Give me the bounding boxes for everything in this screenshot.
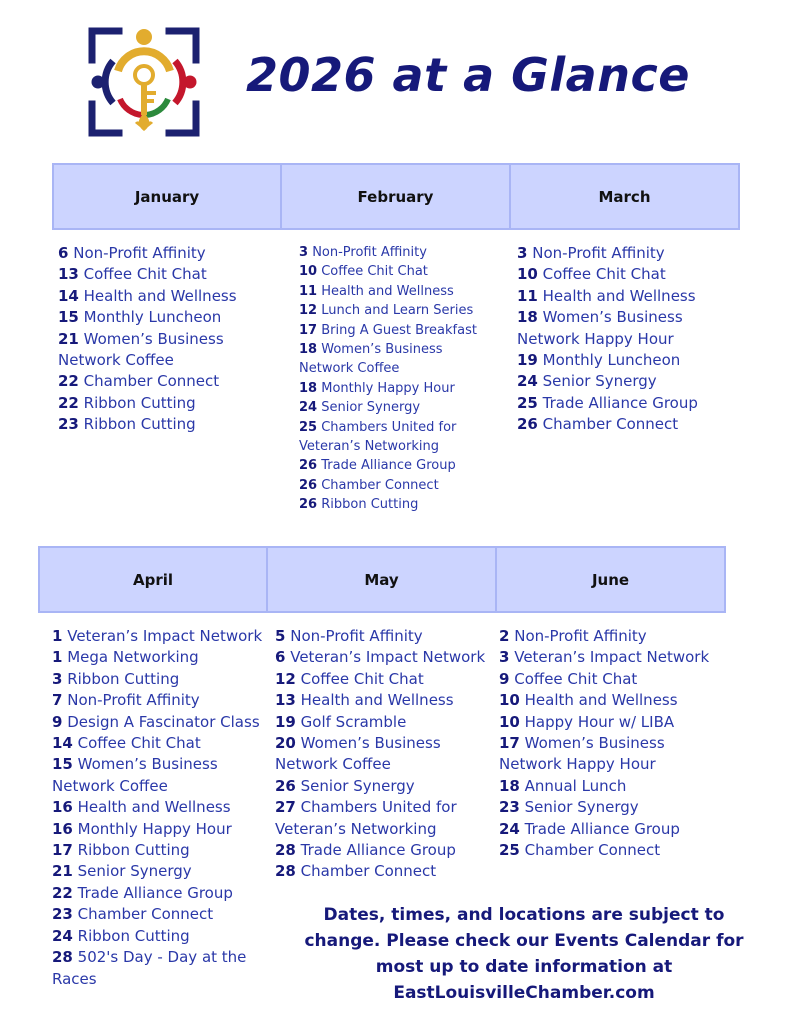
notice-website: EastLouisvilleChamber.com [393, 983, 655, 1003]
month-header-april: April [38, 546, 268, 613]
event-title-continued: Veteran’s Networking [275, 819, 437, 838]
event-item [299, 282, 477, 301]
event-day: 24 [299, 400, 318, 416]
disclaimer-notice [300, 902, 748, 1006]
event-item [299, 262, 477, 281]
event-title: Coffee Chit Chat [514, 669, 638, 688]
event-item [58, 393, 237, 414]
event-title: Golf Scramble [300, 712, 407, 731]
event-title-continued: Network Happy Hour [499, 755, 656, 774]
event-day: 11 [517, 286, 538, 305]
event-item [52, 819, 262, 840]
event-item [52, 754, 262, 775]
event-day: 6 [58, 244, 69, 262]
event-day: 12 [275, 669, 296, 688]
event-title: Chambers United for [300, 798, 457, 817]
event-title-continued: Network Coffee [275, 755, 391, 774]
event-day: 14 [58, 286, 79, 305]
event-day: 10 [299, 264, 318, 280]
event-day: 23 [499, 798, 520, 817]
event-title: Ribbon Cutting [77, 926, 190, 945]
event-title: Coffee Chit Chat [321, 264, 428, 280]
event-item [275, 797, 485, 818]
event-item [517, 414, 698, 435]
event-item [58, 243, 237, 264]
event-title: Women’s Business [524, 734, 665, 753]
event-title: Senior Synergy [542, 372, 657, 391]
event-title-continued: Network Coffee [299, 361, 400, 377]
event-title: Women’s Business [83, 329, 224, 348]
month-events-march [517, 243, 698, 436]
event-item [499, 840, 709, 861]
event-title: Trade Alliance Group [542, 393, 698, 412]
event-title: Chamber Connect [83, 372, 220, 391]
event-item [52, 626, 262, 647]
event-item [52, 926, 262, 947]
month-events-february [299, 243, 477, 515]
event-day: 7 [52, 691, 63, 710]
event-item [275, 626, 485, 647]
event-title: Ribbon Cutting [67, 669, 180, 688]
event-title: Health and Wellness [524, 691, 678, 710]
event-title: Health and Wellness [321, 283, 454, 299]
event-day: 10 [499, 691, 520, 710]
event-title: Chamber Connect [321, 477, 439, 493]
event-title: Ribbon Cutting [77, 841, 190, 860]
event-day: 24 [52, 926, 73, 945]
event-item [517, 393, 698, 414]
event-title: Health and Wellness [300, 691, 454, 710]
event-day: 6 [275, 648, 286, 667]
event-day: 15 [58, 308, 79, 327]
event-title: Veteran’s Impact Network [290, 648, 486, 667]
event-day: 17 [299, 322, 318, 338]
event-title: Chambers United for [321, 419, 457, 435]
event-day: 28 [52, 948, 73, 967]
event-title: Annual Lunch [524, 776, 627, 795]
event-day: 10 [517, 265, 538, 284]
event-item [275, 840, 485, 861]
event-item [52, 840, 262, 861]
month-header-june: June [497, 546, 726, 613]
event-title: Health and Wellness [77, 798, 231, 817]
event-day: 3 [499, 648, 510, 667]
event-title: Chamber Connect [77, 905, 214, 924]
event-title: Non-Profit Affinity [67, 691, 200, 710]
month-events-june [499, 626, 709, 861]
event-item [52, 712, 262, 733]
event-title: Veteran’s Impact Network [514, 648, 710, 667]
quarter2-header-row [38, 546, 726, 613]
month-header-february: February [282, 163, 511, 230]
event-day: 15 [52, 755, 73, 774]
event-day: 16 [52, 819, 73, 838]
event-title-continued: Network Coffee [58, 351, 174, 370]
event-day: 19 [517, 351, 538, 370]
event-item [299, 243, 477, 262]
event-day: 18 [299, 342, 318, 358]
event-title: Mega Networking [67, 648, 199, 667]
event-day: 27 [275, 798, 296, 817]
event-day: 22 [52, 883, 73, 902]
event-item [299, 418, 477, 437]
event-title: Design A Fascinator Class [67, 712, 260, 731]
event-item [275, 669, 485, 690]
event-title: Women’s Business [542, 308, 683, 327]
month-events-january [58, 243, 237, 436]
event-title: Coffee Chit Chat [300, 669, 424, 688]
notice-line: most up to date information at [375, 957, 673, 977]
event-day: 26 [275, 776, 296, 795]
month-header-may: May [268, 546, 497, 613]
event-day: 26 [299, 477, 318, 493]
event-title: Non-Profit Affinity [312, 245, 427, 260]
quarter1-header-row [52, 163, 740, 230]
event-title: Women’s Business [300, 734, 441, 753]
event-title: Trade Alliance Group [77, 883, 233, 902]
event-title: Happy Hour w/ LIBA [524, 712, 675, 731]
event-day: 18 [299, 380, 318, 396]
event-item [58, 329, 237, 350]
event-item [58, 414, 237, 435]
event-item [299, 398, 477, 417]
event-day: 25 [499, 841, 520, 860]
event-day: 19 [275, 712, 296, 731]
event-day: 20 [275, 734, 296, 753]
event-day: 26 [299, 458, 318, 474]
event-day: 9 [52, 712, 63, 731]
event-title: Senior Synergy [321, 400, 421, 416]
event-item [499, 733, 709, 754]
event-item [517, 350, 698, 371]
event-item [299, 321, 477, 340]
event-title: Bring A Guest Breakfast [321, 322, 477, 338]
event-day: 18 [517, 308, 538, 327]
event-item [58, 264, 237, 285]
event-title: Women’s Business [321, 342, 443, 358]
event-title: Coffee Chit Chat [542, 265, 666, 284]
event-day: 25 [517, 393, 538, 412]
event-title: Health and Wellness [542, 286, 696, 305]
event-title: Coffee Chit Chat [77, 734, 201, 753]
event-item [52, 883, 262, 904]
event-item [58, 371, 237, 392]
event-item [275, 712, 485, 733]
event-item [499, 669, 709, 690]
event-day: 26 [517, 415, 538, 434]
event-item [517, 307, 698, 328]
event-title-continued: Veteran’s Networking [299, 439, 439, 455]
event-item [517, 286, 698, 307]
chamber-key-logo [88, 27, 200, 137]
event-item [275, 861, 485, 882]
event-item [517, 371, 698, 392]
event-item [275, 776, 485, 797]
event-item [52, 904, 262, 925]
event-title: Coffee Chit Chat [83, 265, 207, 284]
event-day: 17 [499, 734, 520, 753]
event-day: 11 [299, 283, 318, 299]
event-item [52, 669, 262, 690]
event-title: Monthly Happy Hour [77, 819, 232, 838]
event-title: Ribbon Cutting [83, 415, 196, 434]
event-item [275, 647, 485, 668]
event-item [299, 495, 477, 514]
event-day: 3 [517, 244, 528, 262]
event-item [299, 456, 477, 475]
event-day: 25 [299, 419, 318, 435]
event-day: 13 [275, 691, 296, 710]
event-item [517, 243, 698, 264]
event-day: 1 [52, 627, 63, 645]
month-header-january: January [52, 163, 282, 230]
event-title: Ribbon Cutting [83, 393, 196, 412]
event-item [275, 733, 485, 754]
event-title-continued: Network Happy Hour [517, 329, 674, 348]
event-day: 26 [299, 497, 318, 513]
event-title: Non-Profit Affinity [73, 244, 206, 262]
event-day: 21 [52, 862, 73, 881]
event-day: 24 [517, 372, 538, 391]
event-item [517, 264, 698, 285]
event-day: 18 [499, 776, 520, 795]
event-title: Monthly Luncheon [542, 351, 681, 370]
event-title: Ribbon Cutting [321, 497, 419, 513]
event-day: 28 [275, 841, 296, 860]
notice-line: Dates, times, and locations are subject to [323, 905, 725, 925]
event-item [499, 647, 709, 668]
event-day: 24 [499, 819, 520, 838]
event-day: 10 [499, 712, 520, 731]
event-title: Veteran’s Impact Network [67, 627, 263, 645]
event-title: Non-Profit Affinity [514, 627, 647, 645]
event-item [52, 861, 262, 882]
event-item [499, 690, 709, 711]
event-title: Trade Alliance Group [321, 458, 456, 474]
event-day: 28 [275, 862, 296, 881]
event-title: Senior Synergy [77, 862, 192, 881]
page-title: 2026 at a Glance [246, 48, 690, 102]
event-item [499, 797, 709, 818]
event-day: 12 [299, 303, 318, 319]
event-item [52, 797, 262, 818]
event-title: Chamber Connect [300, 862, 437, 881]
event-title: 502's Day - Day at the [77, 948, 247, 967]
event-title: Chamber Connect [542, 415, 679, 434]
event-day: 22 [58, 393, 79, 412]
event-title: Women’s Business [77, 755, 218, 774]
event-day: 3 [299, 245, 309, 260]
event-item [58, 307, 237, 328]
event-day: 3 [52, 669, 63, 688]
event-day: 2 [499, 627, 510, 645]
event-item [299, 379, 477, 398]
notice-line: change. Please check our Events Calendar for [304, 931, 744, 951]
event-item [299, 340, 477, 359]
event-item [499, 712, 709, 733]
event-item [58, 286, 237, 307]
event-day: 13 [58, 265, 79, 284]
event-title: Senior Synergy [524, 798, 639, 817]
month-events-april [52, 626, 262, 990]
event-day: 9 [499, 669, 510, 688]
event-item [499, 626, 709, 647]
event-item [299, 476, 477, 495]
event-title: Chamber Connect [524, 841, 661, 860]
event-item [52, 947, 262, 968]
event-item [52, 733, 262, 754]
event-item [499, 819, 709, 840]
event-day: 14 [52, 734, 73, 753]
event-title: Non-Profit Affinity [532, 244, 665, 262]
event-title-continued: Network Coffee [52, 776, 168, 795]
event-title-continued: Races [52, 969, 97, 988]
event-title: Monthly Happy Hour [321, 380, 455, 396]
event-day: 22 [58, 372, 79, 391]
event-item [52, 690, 262, 711]
event-day: 21 [58, 329, 79, 348]
month-header-march: March [511, 163, 740, 230]
event-day: 1 [52, 648, 63, 667]
event-title: Monthly Luncheon [83, 308, 222, 327]
event-title: Trade Alliance Group [300, 841, 456, 860]
event-day: 23 [52, 905, 73, 924]
event-item [275, 690, 485, 711]
event-item [299, 301, 477, 320]
event-title: Senior Synergy [300, 776, 415, 795]
event-title: Health and Wellness [83, 286, 237, 305]
event-title: Non-Profit Affinity [290, 627, 423, 645]
month-events-may [275, 626, 485, 883]
event-item [52, 647, 262, 668]
event-item [499, 776, 709, 797]
event-title: Lunch and Learn Series [321, 303, 474, 319]
event-title: Trade Alliance Group [524, 819, 680, 838]
event-day: 23 [58, 415, 79, 434]
event-day: 16 [52, 798, 73, 817]
event-day: 17 [52, 841, 73, 860]
event-day: 5 [275, 627, 286, 645]
